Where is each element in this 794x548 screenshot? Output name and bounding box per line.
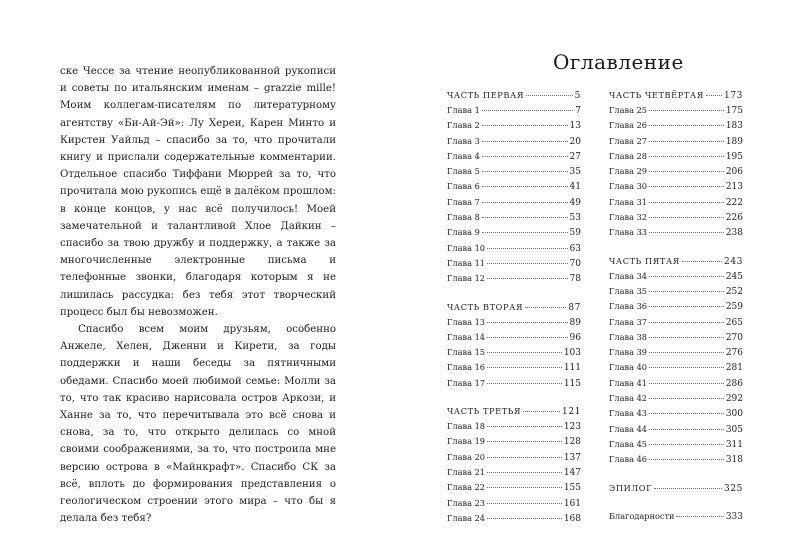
toc-entry-label: Глава 19 bbox=[447, 436, 486, 447]
toc-page-number: 325 bbox=[724, 483, 743, 494]
toc-dot-leader bbox=[482, 232, 568, 233]
toc-dot-leader bbox=[487, 278, 568, 279]
toc-dot-leader bbox=[649, 337, 724, 338]
toc-entry-label: Глава 24 bbox=[447, 512, 486, 523]
toc-page-number: 305 bbox=[725, 424, 743, 435]
toc-chapter-entry bbox=[447, 378, 581, 393]
toc-chapter-entry bbox=[447, 273, 581, 288]
toc-chapter-entry bbox=[447, 452, 581, 467]
toc-dot-leader bbox=[482, 156, 568, 157]
toc-page-number: 206 bbox=[725, 167, 743, 178]
toc-entry-label: Глава 16 bbox=[447, 362, 486, 373]
toc-dot-leader bbox=[706, 95, 722, 96]
toc-chapter-entry bbox=[447, 258, 581, 273]
toc-dot-leader bbox=[649, 141, 724, 142]
toc-entry-label: Глава 11 bbox=[447, 257, 486, 268]
toc-page-number: 128 bbox=[563, 437, 581, 448]
toc-page-number: 318 bbox=[725, 455, 743, 466]
toc-dot-leader bbox=[487, 383, 562, 384]
toc-dot-leader bbox=[482, 202, 568, 203]
toc-dot-leader bbox=[649, 383, 724, 384]
toc-dot-leader bbox=[487, 503, 562, 504]
toc-dot-leader bbox=[649, 156, 724, 157]
toc-dot-leader bbox=[482, 125, 568, 126]
toc-page-number: 168 bbox=[563, 513, 581, 524]
toc-page-number: 270 bbox=[725, 332, 743, 343]
toc-entry-label: Глава 44 bbox=[609, 423, 648, 434]
toc-dot-leader bbox=[649, 125, 724, 126]
toc-chapter-entry bbox=[609, 286, 743, 301]
toc-page-number: 121 bbox=[562, 407, 581, 418]
toc-dot-leader bbox=[487, 337, 568, 338]
toc-entry-label: Глава 9 bbox=[447, 227, 480, 238]
acknowledgments-text bbox=[60, 63, 336, 527]
toc-dot-leader bbox=[649, 291, 724, 292]
toc-entry-label: Глава 46 bbox=[609, 454, 648, 465]
toc-page-number: 96 bbox=[569, 332, 581, 343]
toc-dot-leader bbox=[649, 413, 724, 414]
toc-entry-label: Глава 2 bbox=[447, 120, 480, 131]
toc-entry-label: Глава 28 bbox=[609, 150, 648, 161]
toc-chapter-entry bbox=[447, 227, 581, 242]
toc-dot-leader bbox=[649, 232, 724, 233]
toc-chapter-entry bbox=[609, 424, 743, 439]
toc-entry-label: Глава 25 bbox=[609, 105, 648, 115]
toc-page-number: 53 bbox=[569, 213, 581, 224]
toc-page-number: 111 bbox=[563, 363, 581, 374]
toc-entry-label: Глава 43 bbox=[609, 408, 648, 419]
toc-page-number: 78 bbox=[569, 274, 581, 285]
toc-page-number: 5 bbox=[574, 91, 581, 101]
toc-page-number: 41 bbox=[569, 182, 581, 193]
ack-paragraph: Спасибо всем моим друзьям, особенно Анжеле, Хелен, Дженни и Кирети, за годы поддержки и наши беседы за пятничными обедами. Спасибо моей любимой семье: Молли за то, что так красиво нарисовала остров Аркози, и Ханне за то, что перечитывала это всё снова и снова, за то, что открыто делилась со мной своими соображениями, за то, что построила мне версию острова в «Майнкрафт». Спасибо СК за всё, вплоть до формирования представления о геологическом строении этого мира – что бы я делала без тебя? bbox=[60, 324, 336, 525]
toc-part-entry bbox=[609, 90, 743, 103]
toc-chapter-entry bbox=[447, 513, 581, 528]
toc-page-number: 7 bbox=[575, 106, 581, 116]
toc-dot-leader bbox=[482, 217, 568, 218]
toc-page-number: 243 bbox=[724, 256, 743, 267]
toc-page-number: 89 bbox=[569, 317, 581, 328]
toc-chapter-entry bbox=[447, 436, 581, 451]
toc-chapter-entry bbox=[609, 393, 743, 408]
toc-page-number: 245 bbox=[725, 271, 743, 282]
toc-entry-label: ЧАСТЬ ПЯТАЯ bbox=[609, 255, 681, 266]
toc-page-number: 281 bbox=[725, 363, 743, 374]
toc-page-number: 195 bbox=[725, 151, 743, 162]
toc-spacer bbox=[609, 243, 743, 256]
toc-part-entry bbox=[447, 406, 581, 419]
toc-dot-leader bbox=[649, 459, 724, 460]
toc-page-number: 27 bbox=[569, 151, 581, 162]
toc-chapter-entry bbox=[609, 181, 743, 196]
toc-entry-label: Глава 29 bbox=[609, 166, 648, 177]
toc-dot-leader bbox=[649, 306, 724, 307]
toc-spacer bbox=[609, 498, 743, 511]
toc-page-number: 87 bbox=[568, 302, 581, 313]
toc-chapter-entry bbox=[447, 120, 581, 135]
toc-entry-label: Глава 23 bbox=[447, 497, 486, 508]
toc-entry-label: Глава 41 bbox=[609, 377, 648, 388]
toc-chapter-entry bbox=[447, 166, 581, 181]
toc-dot-leader bbox=[487, 518, 562, 519]
toc-chapter-entry bbox=[447, 212, 581, 227]
toc-dot-leader bbox=[487, 322, 568, 323]
toc-spacer bbox=[609, 470, 743, 483]
toc-chapter-entry bbox=[447, 105, 581, 120]
toc-page-number: 137 bbox=[563, 452, 581, 463]
toc-dot-leader bbox=[482, 186, 568, 187]
toc-dot-leader bbox=[487, 248, 568, 249]
toc-chapter-entry bbox=[609, 408, 743, 423]
toc-entry-label: ЧАСТЬ ПЕРВАЯ bbox=[447, 90, 525, 100]
toc-page-number: 252 bbox=[725, 286, 743, 297]
toc-entry-label: Глава 45 bbox=[609, 438, 648, 449]
toc-page-number: 300 bbox=[725, 409, 743, 420]
toc-page-number: 59 bbox=[569, 228, 581, 239]
toc-entry-label: Глава 40 bbox=[609, 362, 648, 373]
toc-dot-leader bbox=[487, 472, 562, 473]
toc-dot-leader bbox=[649, 217, 724, 218]
toc-page-number: 259 bbox=[725, 302, 743, 313]
toc-dot-leader bbox=[487, 487, 562, 488]
toc-chapter-entry bbox=[447, 136, 581, 151]
toc-entry-label: Глава 39 bbox=[609, 347, 648, 358]
toc-dot-leader bbox=[649, 322, 724, 323]
toc-page-number: 35 bbox=[569, 167, 581, 178]
toc-chapter-entry bbox=[609, 120, 743, 135]
toc-chapter-entry bbox=[609, 197, 743, 212]
toc-entry-label: Глава 15 bbox=[447, 347, 486, 358]
toc-page-number: 20 bbox=[569, 136, 581, 147]
toc-dot-leader bbox=[482, 110, 573, 111]
toc-page-number: 123 bbox=[563, 422, 581, 433]
toc-chapter-entry bbox=[609, 378, 743, 393]
toc-entry-label: Благодарности bbox=[609, 510, 675, 521]
toc-title: Оглавление bbox=[553, 50, 684, 74]
toc-dot-leader bbox=[676, 516, 723, 517]
toc-dot-leader bbox=[487, 441, 562, 442]
toc-dot-leader bbox=[487, 367, 562, 368]
toc-column-1 bbox=[447, 90, 581, 528]
toc-part-entry bbox=[609, 256, 743, 269]
toc-page-number: 183 bbox=[725, 121, 743, 132]
toc-chapter-entry bbox=[609, 362, 743, 377]
toc-entry-label: Глава 31 bbox=[609, 196, 648, 207]
toc-dot-leader bbox=[649, 276, 724, 277]
toc-chapter-entry bbox=[447, 332, 581, 347]
toc-chapter-entry bbox=[447, 467, 581, 482]
toc-chapter-entry bbox=[609, 317, 743, 332]
toc-dot-leader bbox=[649, 429, 724, 430]
toc-page-number: 213 bbox=[725, 182, 743, 193]
toc-dot-leader bbox=[649, 367, 724, 368]
toc-dot-leader bbox=[525, 307, 566, 308]
toc-dot-leader bbox=[649, 352, 724, 353]
toc-entry-label: Глава 12 bbox=[447, 273, 486, 284]
toc-dot-leader bbox=[487, 457, 562, 458]
toc-entry-label: Глава 8 bbox=[447, 212, 480, 223]
toc-entry-label: Глава 6 bbox=[447, 181, 480, 192]
toc-dot-leader bbox=[649, 398, 724, 399]
toc-entry-label: Глава 35 bbox=[609, 285, 648, 296]
toc-entry-label: Глава 3 bbox=[447, 135, 480, 146]
toc-dot-leader bbox=[487, 352, 562, 353]
toc-entry-label: Глава 22 bbox=[447, 482, 486, 493]
toc-chapter-entry bbox=[447, 482, 581, 497]
toc-dot-leader bbox=[482, 171, 568, 172]
toc-entry-label: Глава 26 bbox=[609, 120, 648, 131]
right-page bbox=[397, 0, 794, 548]
toc-chapter-entry bbox=[447, 347, 581, 362]
toc-entry-label: ЧАСТЬ ВТОРАЯ bbox=[447, 301, 524, 312]
toc-entry-label: Глава 1 bbox=[447, 105, 480, 115]
toc-chapter-entry bbox=[609, 227, 743, 242]
toc-dot-leader bbox=[649, 171, 724, 172]
toc-chapter-entry bbox=[609, 439, 743, 454]
toc-spacer bbox=[447, 289, 581, 302]
toc-dot-leader bbox=[649, 186, 724, 187]
toc-entry-label: Глава 42 bbox=[609, 393, 648, 404]
toc-chapter-entry bbox=[609, 511, 743, 526]
toc-dot-leader bbox=[523, 411, 560, 412]
toc-entry-label: Глава 36 bbox=[609, 301, 648, 312]
toc-entry-label: Глава 5 bbox=[447, 166, 480, 177]
toc-entry-label: Глава 27 bbox=[609, 135, 648, 146]
toc-chapter-entry bbox=[447, 243, 581, 258]
toc-chapter-entry bbox=[447, 181, 581, 196]
toc-dot-leader bbox=[654, 488, 722, 489]
toc-page-number: 222 bbox=[725, 197, 743, 208]
toc-page-number: 333 bbox=[725, 511, 743, 522]
toc-entry-label: Глава 13 bbox=[447, 316, 486, 327]
toc-dot-leader bbox=[682, 261, 722, 262]
toc-entry-label: Глава 34 bbox=[609, 270, 648, 281]
toc-page-number: 238 bbox=[725, 228, 743, 239]
toc-chapter-entry bbox=[447, 197, 581, 212]
toc-dot-leader bbox=[526, 95, 573, 96]
toc-page-number: 103 bbox=[563, 348, 581, 359]
toc-page-number: 311 bbox=[725, 439, 743, 450]
toc-chapter-entry bbox=[609, 301, 743, 316]
toc-chapter-entry bbox=[609, 151, 743, 166]
ack-paragraph: ске Чессе за чтение неопубликованной рукописи и советы по итальянским именам – grazzie mille! Моим коллегам-писателям по литературному агентству «Би-Ай-Эй»: Лу Хереи, Карен Минто и Кирстен Уайльд – спасибо за то, что прочитали книгу и прислали содержательные комментарии. Отдельное спасибо Тиффани Мюррей за то, что прочитала мою рукопись ещё в далёком прошлом: в конце концов, у нас всё получилось! Моей замечательной и талантливой Хлое Дайкин – спасибо за твою дружбу и поддержку, а также за многочисленные электронные письма и телефонные звонки, благодаря которым я не лишилась рассудка: без тебя этот творческий процесс был бы невозможен. bbox=[60, 66, 336, 318]
toc-entry-label: Глава 14 bbox=[447, 331, 486, 342]
toc-chapter-entry bbox=[609, 332, 743, 347]
toc-chapter-entry bbox=[609, 454, 743, 469]
toc-chapter-entry bbox=[447, 421, 581, 436]
toc-page-number: 173 bbox=[724, 91, 743, 101]
toc-page-number: 292 bbox=[725, 394, 743, 405]
toc-dot-leader bbox=[649, 444, 724, 445]
toc-entry-label: Глава 21 bbox=[447, 466, 486, 477]
toc-entry-label: Глава 38 bbox=[609, 331, 648, 342]
toc-chapter-entry bbox=[447, 362, 581, 377]
toc-dot-leader bbox=[487, 263, 568, 264]
toc-page-number: 189 bbox=[725, 136, 743, 147]
toc-page-number: 265 bbox=[725, 317, 743, 328]
toc-entry-label: Глава 20 bbox=[447, 451, 486, 462]
toc-page-number: 175 bbox=[725, 106, 743, 116]
toc-entry-label: Глава 4 bbox=[447, 150, 480, 161]
toc-entry-label: ЧАСТЬ ТРЕТЬЯ bbox=[447, 406, 522, 417]
toc-dot-leader bbox=[649, 110, 724, 111]
toc-entry-label: Глава 18 bbox=[447, 421, 486, 432]
toc-column-2 bbox=[609, 90, 743, 526]
toc-entry-label: Глава 33 bbox=[609, 227, 648, 238]
toc-page-number: 161 bbox=[563, 498, 581, 509]
toc-part-entry bbox=[447, 90, 581, 103]
toc-page-number: 13 bbox=[569, 121, 581, 132]
toc-chapter-entry bbox=[609, 136, 743, 151]
toc-part-entry bbox=[447, 302, 581, 315]
toc-page-number: 155 bbox=[563, 483, 581, 494]
toc-page-number: 63 bbox=[569, 243, 581, 254]
toc-chapter-entry bbox=[609, 166, 743, 181]
toc-spacer bbox=[447, 393, 581, 406]
toc-part-entry bbox=[609, 483, 743, 496]
toc-entry-label: Глава 17 bbox=[447, 377, 486, 388]
toc-chapter-entry bbox=[609, 105, 743, 120]
toc-page-number: 226 bbox=[725, 213, 743, 224]
toc-page-number: 70 bbox=[569, 258, 581, 269]
toc-chapter-entry bbox=[447, 317, 581, 332]
toc-entry-label: Глава 7 bbox=[447, 196, 480, 207]
toc-page-number: 276 bbox=[725, 348, 743, 359]
toc-page-number: 115 bbox=[563, 378, 581, 389]
toc-page-number: 147 bbox=[563, 467, 581, 478]
toc-chapter-entry bbox=[609, 271, 743, 286]
toc-page-number: 286 bbox=[725, 378, 743, 389]
toc-entry-label: Глава 37 bbox=[609, 316, 648, 327]
toc-chapter-entry bbox=[609, 212, 743, 227]
toc-chapter-entry bbox=[447, 498, 581, 513]
toc-entry-label: Глава 30 bbox=[609, 181, 648, 192]
toc-dot-leader bbox=[482, 141, 568, 142]
toc-entry-label: Глава 32 bbox=[609, 212, 648, 223]
toc-entry-label: Глава 10 bbox=[447, 242, 486, 253]
toc-entry-label: ЭПИЛОГ bbox=[609, 482, 653, 493]
toc-entry-label: ЧАСТЬ ЧЕТВЁРТАЯ bbox=[609, 90, 704, 100]
toc-dot-leader bbox=[649, 202, 724, 203]
toc-dot-leader bbox=[487, 426, 562, 427]
toc-chapter-entry bbox=[447, 151, 581, 166]
toc-chapter-entry bbox=[609, 347, 743, 362]
toc-page-number: 49 bbox=[569, 197, 581, 208]
